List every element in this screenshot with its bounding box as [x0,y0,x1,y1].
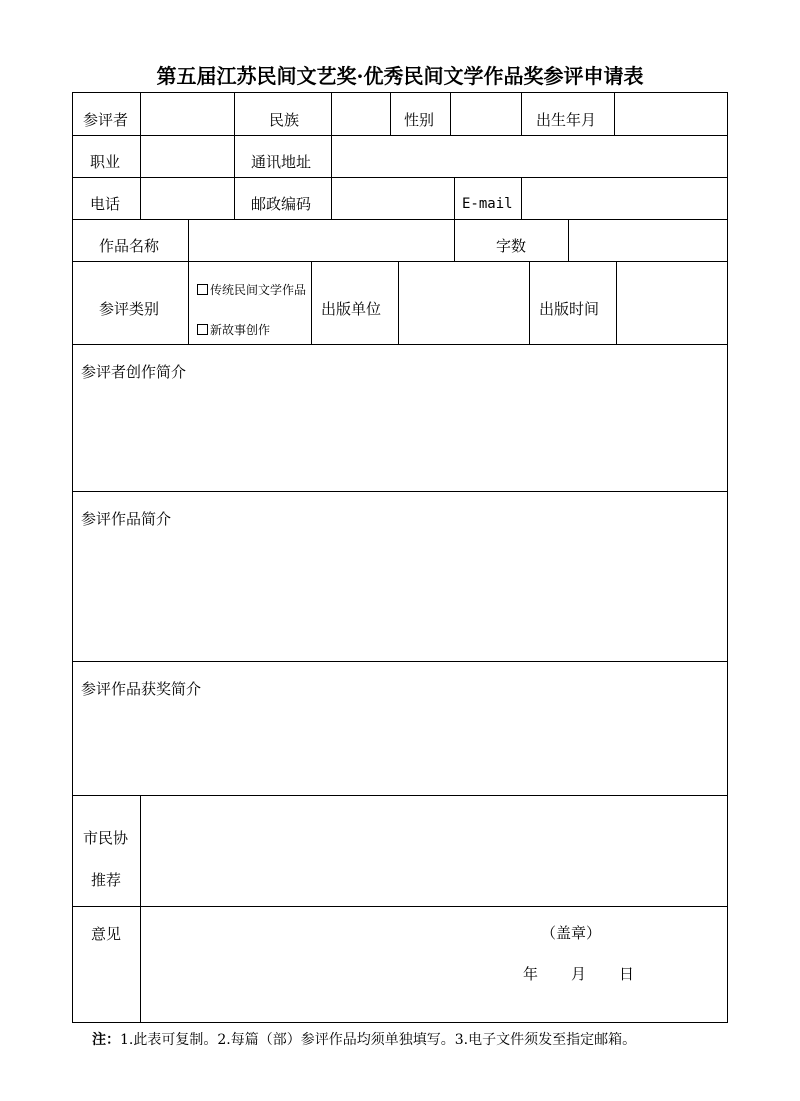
col-divider [234,93,235,219]
recommend-label-line3: 意见 [91,925,122,943]
row-divider-8 [73,795,727,796]
pub-time-label: 出版时间 [539,300,600,318]
ethnicity-label: 民族 [269,111,300,129]
col-divider [390,93,391,135]
option-new-story[interactable] [197,323,270,337]
col-divider [616,261,617,344]
recommend-label-line2: 推荐 [91,871,122,889]
recommend-label-line1: 市民协 [83,829,129,847]
col-divider [568,219,569,261]
note-text: 1.此表可复制。2.每篇（部）参评作品均须单独填写。3.电子文件须发至指定邮箱。 [120,1032,637,1048]
row-divider-6 [73,491,727,492]
address-label: 通讯地址 [251,153,312,171]
col-divider [188,219,189,261]
col-divider [331,93,332,219]
checkbox-icon[interactable] [197,284,208,295]
date-year-label: 年 [523,965,539,983]
row-divider-5 [73,344,727,345]
date-day-label: 日 [619,965,635,983]
occupation-label: 职业 [90,153,121,171]
col-divider [614,93,615,135]
checkbox-icon[interactable] [197,324,208,335]
gender-label: 性别 [404,111,435,129]
seal-label: （盖章） [541,924,602,942]
creator-intro-label: 参评者创作简介 [81,363,187,381]
page-title: 第五届江苏民间文艺奖·优秀民间文学作品奖参评申请表 [156,64,644,88]
work-intro-label: 参评作品简介 [81,510,172,528]
application-form [72,92,728,1023]
work-name-label: 作品名称 [99,237,160,255]
word-count-label: 字数 [496,237,527,255]
row-divider-3 [73,219,727,220]
option-traditional[interactable] [197,283,306,297]
col-divider [454,219,455,261]
applicant-label: 参评者 [83,111,129,129]
col-divider [529,261,530,344]
col-divider [188,261,189,344]
col-divider [521,93,522,135]
col-divider [140,795,141,1022]
option-traditional-label: 传统民间文学作品 [210,283,307,297]
category-label: 参评类别 [99,300,160,318]
col-divider [450,93,451,135]
date-month-label: 月 [571,965,587,983]
award-intro-label: 参评作品获奖简介 [81,680,202,698]
row-divider-1 [73,135,727,136]
option-new-story-label: 新故事创作 [210,323,271,337]
birth-label: 出生年月 [536,111,597,129]
row-divider-4 [73,261,727,262]
row-divider-9 [73,906,727,907]
col-divider [140,93,141,219]
col-divider [454,177,455,219]
row-divider-7 [73,661,727,662]
row-divider-2 [73,177,727,178]
postcode-label: 邮政编码 [251,195,312,213]
col-divider [398,261,399,344]
email-label: E-mail [462,196,513,212]
col-divider [521,177,522,219]
publisher-label: 出版单位 [321,300,382,318]
phone-label: 电话 [90,195,121,213]
note-prefix: 注： [92,1032,120,1048]
col-divider [311,261,312,344]
footer-note [92,1029,636,1049]
